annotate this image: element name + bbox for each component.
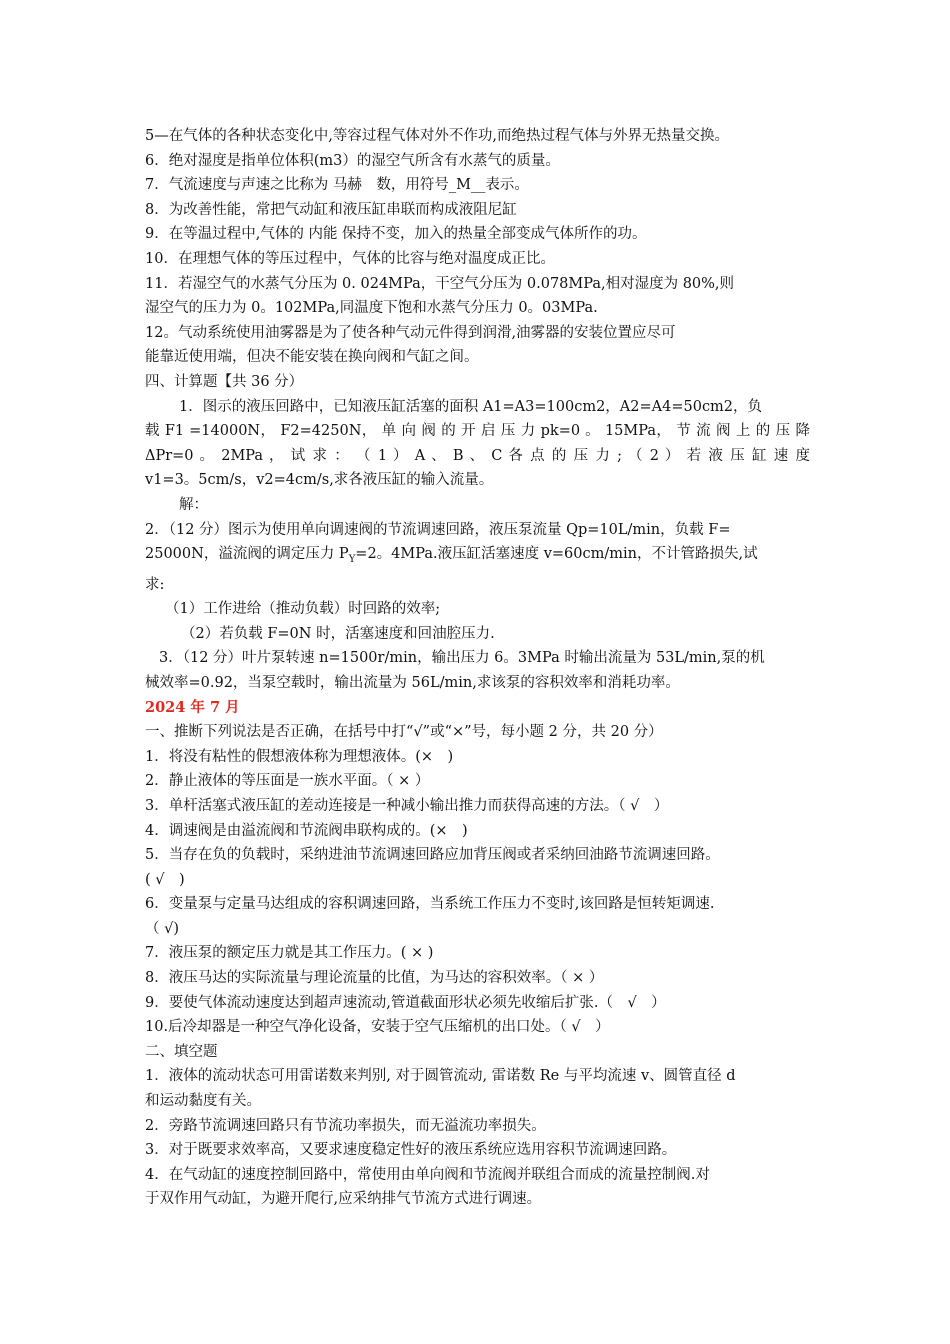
text-line: 于双作用气动缸，为避开爬行,应采纳排气节流方式进行调速。 — [145, 1191, 542, 1208]
text-line: 4．调速阀是由溢流阀和节流阀串联构成的。(× ) — [145, 822, 468, 839]
text-line: 10.后冷却器是一种空气净化设备，安装于空气压缩机的出口处。（ √ ） — [145, 1019, 610, 1036]
section-heading: 二、填空题 — [145, 1043, 218, 1060]
text-line: v1=3。5cm/s，v2=4cm/s,求各液压缸的输入流量。 — [145, 472, 494, 489]
text-line: 求: — [145, 576, 165, 593]
text-line: 载 F1 =14000N， F2=4250N， 单 向 阀 的 开 启 压 力 pk=0 。 15MPa， 节 流 阀 上 的 压 降 — [145, 423, 810, 440]
text-line: 6．绝对湿度是指单位体积(m3）的湿空气所含有水蒸气的质量。 — [145, 152, 560, 169]
section-heading: 四、计算题【共 36 分） — [145, 373, 304, 390]
text-line: 2．旁路节流调速回路只有节流功率损失，而无溢流功率损失。 — [145, 1117, 546, 1134]
text-line: （1）工作进给（推动负载）时回路的效率; — [165, 601, 441, 618]
text-line: ( √ ) — [145, 871, 185, 888]
document-body — [145, 124, 810, 1212]
text-line: 12。气动系统使用油雾器是为了使各种气动元件得到润滑,油雾器的安装位置应尽可 — [145, 324, 676, 341]
text-line: 1．图示的液压回路中，已知液压缸活塞的面积 A1=A3=100cm2，A2=A4=50cm2，负 — [179, 398, 763, 415]
text-line: 能靠近使用端，但决不能安装在换向阀和气缸之间。 — [145, 349, 479, 366]
subscript: Y — [348, 553, 356, 565]
text-line: （ √) — [145, 920, 180, 937]
text-line: 3．对于既要求效率高，又要求速度稳定性好的液压系统应选用容积节流调速回路。 — [145, 1142, 677, 1159]
text-line: 3．（12 分）叶片泵转速 n=1500r/min，输出压力 6。3MPa 时输出流量为 53L/min,泵的机 — [159, 650, 765, 667]
text-line: 8．液压马达的实际流量与理论流量的比值，为马达的容积效率。（ × ） — [145, 970, 604, 987]
text-line: 1．将没有粘性的假想液体称为理想液体。(× ) — [145, 748, 454, 765]
text-line: 11．若湿空气的水蒸气分压为 0. 024MPa，干空气分压为 0.078MPa,相对湿度为 80%,则 — [145, 275, 735, 292]
text-segment: 25000N，溢流阀的调定压力 P — [145, 546, 349, 563]
year-heading: 2024 年 7 月 — [145, 698, 240, 716]
text-line: 1．液体的流动状态可用雷诺数来判别, 对于圆管流动, 雷诺数 Re 与平均流速 v、圆管直径 d — [145, 1068, 736, 1085]
text-line: 7．液压泵的额定压力就是其工作压力。( × ) — [145, 945, 434, 962]
text-line: 2．（12 分）图示为使用单向调速阀的节流调速回路，液压泵流量 Qp=10L/min，负载 F= — [145, 521, 731, 538]
text-line: （2）若负载 F=0N 时，活塞速度和回油腔压力. — [181, 625, 495, 642]
text-line: 7．气流速度与声速之比称为 马赫 数，用符号_M__表示。 — [145, 177, 529, 194]
text-line: 5．当存在负的负载时，采纳进油节流调速回路应加背压阀或者采纳回油路节流调速回路。 — [145, 847, 720, 864]
text-line: 和运动黏度有关。 — [145, 1093, 261, 1110]
text-line: 械效率=0.92，当泵空载时，输出流量为 56L/min,求该泵的容积效率和消耗功率。 — [145, 674, 680, 691]
text-segment: =2。4MPa.液压缸活塞速度 v=60cm/min，不计管路损失,试 — [355, 546, 758, 563]
text-line: 2．静止液体的等压面是一族水平面。（ × ） — [145, 773, 430, 790]
text-line: 5—在气体的各种状态变化中,等容过程气体对外不作功,而绝热过程气体与外界无热量交换。 — [145, 128, 729, 144]
text-line: ΔPr=0 。 2MPa ， 试 求 ： （ 1 ） A 、 B 、 C 各 点 的 压 力 ; （ 2 ） 若 液 压 缸 速 度 — [145, 447, 810, 464]
text-line: 6．变量泵与定量马达组成的容积调速回路，当系统工作压力不变时,该回路是恒转矩调速. — [145, 896, 715, 913]
text-line: 10．在理想气体的等压过程中，气体的比容与绝对温度成正比。 — [145, 250, 555, 267]
section-heading: 一、推断下列说法是否正确，在括号中打“√”或“×”号，每小题 2 分，共 20 分） — [145, 724, 663, 741]
text-line: 解： — [179, 496, 208, 513]
text-line: 湿空气的压力为 0。102MPa,同温度下饱和水蒸气分压力 0。03MPa. — [145, 300, 598, 317]
text-line: 9．要使气体流动速度达到超声速流动,管道截面形状必须先收缩后扩张.（ √ ） — [145, 994, 666, 1011]
text-line: 3．单杆活塞式液压缸的差动连接是一种减小输出推力而获得高速的方法。（ √ ） — [145, 797, 669, 814]
text-line: 8．为改善性能，常把气动缸和液压缸串联而构成液阻尼缸 — [145, 201, 517, 218]
text-line: 9．在等温过程中,气体的 内能 保持不变，加入的热量全部变成气体所作的功。 — [145, 226, 647, 243]
text-line — [145, 542, 810, 572]
text-line: 4．在气动缸的速度控制回路中，常使用由单向阀和节流阀并联组合而成的流量控制阀.对 — [145, 1166, 710, 1183]
